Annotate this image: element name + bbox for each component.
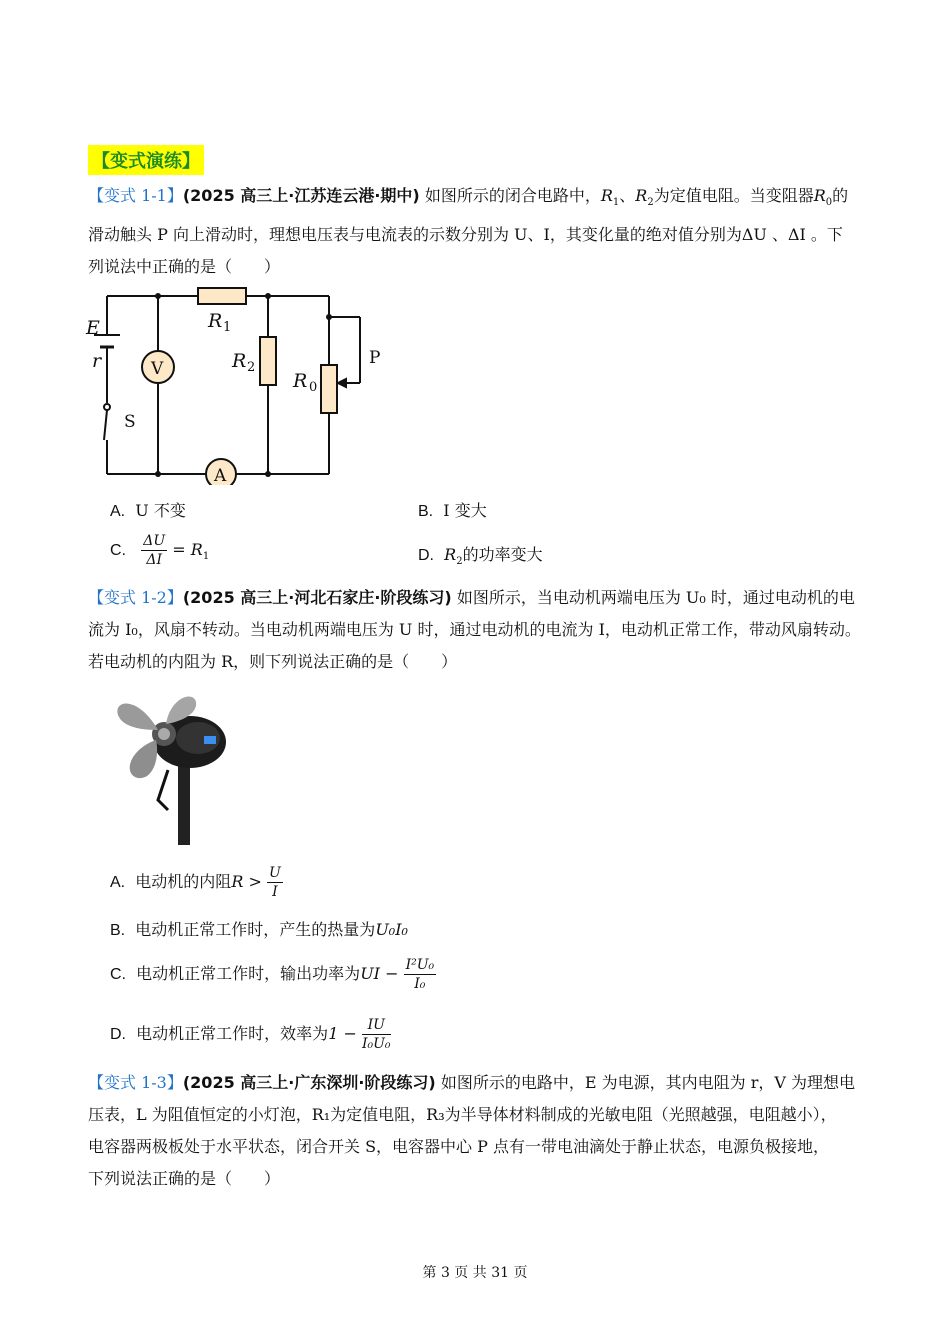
q2-option-d[interactable]: D. 电动机正常工作时，效率为1 − $\frac{IU}{\text{I₀U₀}}$	[110, 1017, 391, 1052]
label-R0: R	[293, 370, 308, 392]
svg-text:1: 1	[223, 320, 232, 335]
label-E: E	[86, 317, 100, 339]
q1-option-d[interactable]: D. $R_2$的功率变大	[418, 545, 543, 568]
q1-option-a[interactable]: A. U 不变	[110, 501, 186, 520]
q1-option-c[interactable]: C. $\frac{\Delta U}{\Delta I}$ = $R_1$	[110, 533, 210, 568]
page-footer: 第 3 页 共 31 页	[422, 1265, 528, 1281]
q2-option-c[interactable]: C. 电动机正常工作时，输出功率为UI − $\frac{\text{I²U₀}}{\text{I₀}}$	[110, 957, 435, 992]
question-1-line1: 如图所示的闭合电路中，	[424, 186, 601, 205]
label-P: P	[369, 348, 381, 368]
ammeter-label: A	[214, 466, 227, 485]
question-1-line3: 列说法中正确的是（ ）	[88, 257, 281, 277]
label-r: r	[92, 350, 102, 372]
label-S: S	[124, 412, 136, 432]
q2-option-b[interactable]: B. 电动机正常工作时，产生的热量为U₀I₀	[110, 920, 408, 939]
q2-option-a[interactable]: A. 电动机的内阻R > $\frac{U}{I}$	[110, 865, 281, 900]
fan-image	[108, 690, 238, 845]
question-1-source: (2025 高三上·江苏连云港·期中)	[182, 186, 420, 205]
question-2-text: 【变式 1-2】(2025 高三上·河北石家庄·阶段练习) 如图所示，当电动机两端电压为 U₀ 时，通过电动机的电 流为 I₀，风扇不转动。当电动机两端电压为 U 时，通过电动机的电流为 I，电动机正常工作，带动风扇转动。 若电动机的内阻为 R，则下列说法正确的是（ ）	[88, 588, 861, 671]
question-2-tag: 【变式 1-2】	[88, 588, 183, 607]
circuit-diagram-1	[80, 285, 400, 485]
question-3-tag: 【变式 1-3】	[88, 1073, 183, 1092]
svg-text:0: 0	[309, 380, 318, 395]
voltmeter-label: V	[151, 359, 164, 379]
question-3-source: (2025 高三上·广东深圳·阶段练习)	[182, 1073, 436, 1092]
question-2-source: (2025 高三上·河北石家庄·阶段练习)	[182, 588, 452, 607]
q1-option-b[interactable]: B. I 变大	[418, 501, 487, 520]
label-R2: R	[232, 350, 247, 372]
section-title: 【变式演练】	[88, 145, 204, 175]
question-1-text: 【变式 1-1】(2025 高三上·江苏连云港·期中) 如图所示的闭合电路中，$R_1$、$R_2$为定值电阻。当变阻器$R_0$的 滑动触头 P 向上滑动时，理想电压表与电流表的示数分别为 U、I，其变化量的绝对值分别为ΔU 、ΔI 。下 列说法中正确的是（ ）	[88, 180, 862, 283]
label-R1: R	[208, 310, 223, 332]
question-1-line2: 滑动触头 P 向上滑动时，理想电压表与电流表的示数分别为 U、I，其变化量的绝对值分别为ΔU 、ΔI 。下	[88, 225, 843, 245]
question-1-tag: 【变式 1-1】	[88, 186, 183, 205]
question-3-text: 【变式 1-3】(2025 高三上·广东深圳·阶段练习) 如图所示的电路中，E 为电源，其内电阻为 r，V 为理想电 压表，L 为阻值恒定的小灯泡，R₁为定值电阻，R₃为半导体材料制成的光敏电阻（光照越强，电阻越小）， 电容器两极板处于水平状态，闭合开关 S，电容器中心 P 点有一带电油滴处于静止状态，电源负极接地， 下列说法正确的是（ ）	[88, 1073, 855, 1188]
svg-text:2: 2	[247, 360, 256, 375]
